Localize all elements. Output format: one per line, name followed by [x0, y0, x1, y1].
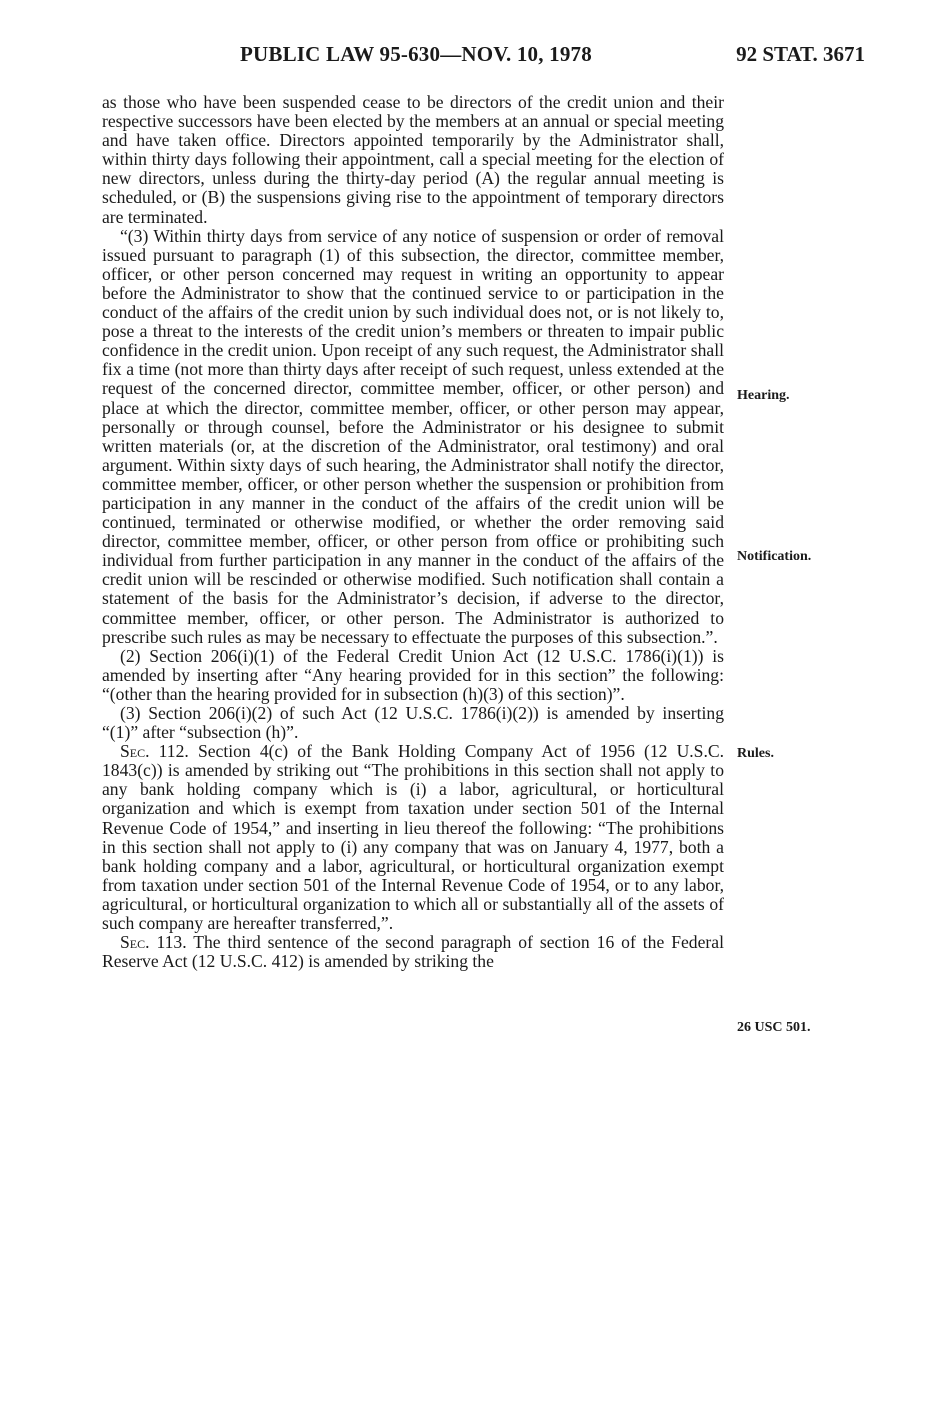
- paragraph-sec-113: [102, 933, 724, 971]
- paragraph-continuation: as those who have been suspended cease to be directors of the credit union and their respective successors have been elected by the members at an annual or special meeting and have taken office. Directors appointed temporarily by the Administrator shall, within thirty days following their appointment, call a special meeting for the election of new directors, unless during the thirty-day period (A) the regular annual meeting is scheduled, or (B) the suspensions giving rise to the appointment of temporary directors are terminated.: [102, 92, 724, 227]
- margin-note-rules: Rules.: [737, 746, 774, 761]
- page-title: PUBLIC LAW 95-630—NOV. 10, 1978: [240, 42, 592, 66]
- margin-note-26-usc-501: 26 USC 501.: [737, 1020, 811, 1035]
- sec-113-text: The third sentence of the second paragraph of section 16 of the Federal Reserve Act (12 U.S.C. 412) is amended by striking the: [102, 932, 724, 972]
- paragraph-amendment-3: (3) Section 206(i)(2) of such Act (12 U.S.C. 1786(i)(2)) is amended by inserting “(1)” after “subsection (h)”.: [102, 703, 724, 743]
- paragraph-subsection-3: “(3) Within thirty days from service of any notice of suspension or order of removal issued pursuant to paragraph (1) of this subsection, the director, committee member, officer, or other person concerned may request in writing an opportunity to appear before the Administrator to show that the continued service to or participation in the conduct of the affairs of the credit union by such individual does not, or is not likely to, pose a threat to the interests of the credit union’s members or threaten to impair public confidence in the credit union. Upon receipt of any such request, the Administrator shall fix a time (not more than thirty days after receipt of such request, unless extended at the request of the concerned director, committee member, officer, or other person) and place at which the director, committee member, officer, or other person may appear, personally or through counsel, before the Administrator or his designee to submit written materials (or, at the discretion of the Administrator, oral testimony) and oral argument. Within sixty days of such hearing, the Administrator shall notify the director, committee member, officer, or other person whether the suspension or prohibition from participation in any manner in the conduct of the affairs of the credit union will be continued, terminated or otherwise modified, or whether the order removing said director, committee member, officer, or other person from office or prohibiting such individual from further participation in any manner in the conduct of the affairs of the credit union will be rescinded or otherwise modified. Such notification shall contain a statement of the basis for the Administrator’s decision, if adverse to the director, committee member, officer, or other person. The Administrator is authorized to prescribe such rules as may be necessary to effectuate the purposes of this subsection.”.: [102, 225, 724, 647]
- margin-note-hearing: Hearing.: [737, 388, 790, 403]
- statute-page-number: 92 STAT. 3671: [736, 42, 865, 66]
- page-header: [0, 42, 947, 72]
- body-text: [102, 93, 724, 971]
- section-label-112: Sec. 112.: [120, 741, 189, 762]
- sec-112-text: Section 4(c) of the Bank Holding Company Act of 1956 (12 U.S.C. 1843(c)) is amended by striking out “The prohibitions in this section shall not apply to any bank holding company which is (i) a labor, agricultural, or horticultural organization and which is exempt from taxation under section 501 of the Internal Revenue Code of 1954,” and inserting in lieu thereof the following: “The prohibitions in this section shall not apply to (i) any company that was on January 4, 1977, both a bank holding company and a labor, agricultural, or horticultural organization exempt from taxation under section 501 of the Internal Revenue Code of 1954, or to any labor, agricultural, or horticultural organization to which all or substantially all of the assets of such company are hereafter transferred,”.: [102, 741, 725, 934]
- section-label-113: Sec. 113.: [120, 932, 187, 953]
- paragraph-amendment-2: (2) Section 206(i)(1) of the Federal Credit Union Act (12 U.S.C. 1786(i)(1)) is amended by inserting after “Any hearing provided for in this section” the following: “(other than the hearing provided for in subsection (h)(3) of this section)”.: [102, 645, 724, 704]
- paragraph-sec-112: [102, 742, 724, 933]
- margin-note-notification: Notification.: [737, 549, 812, 564]
